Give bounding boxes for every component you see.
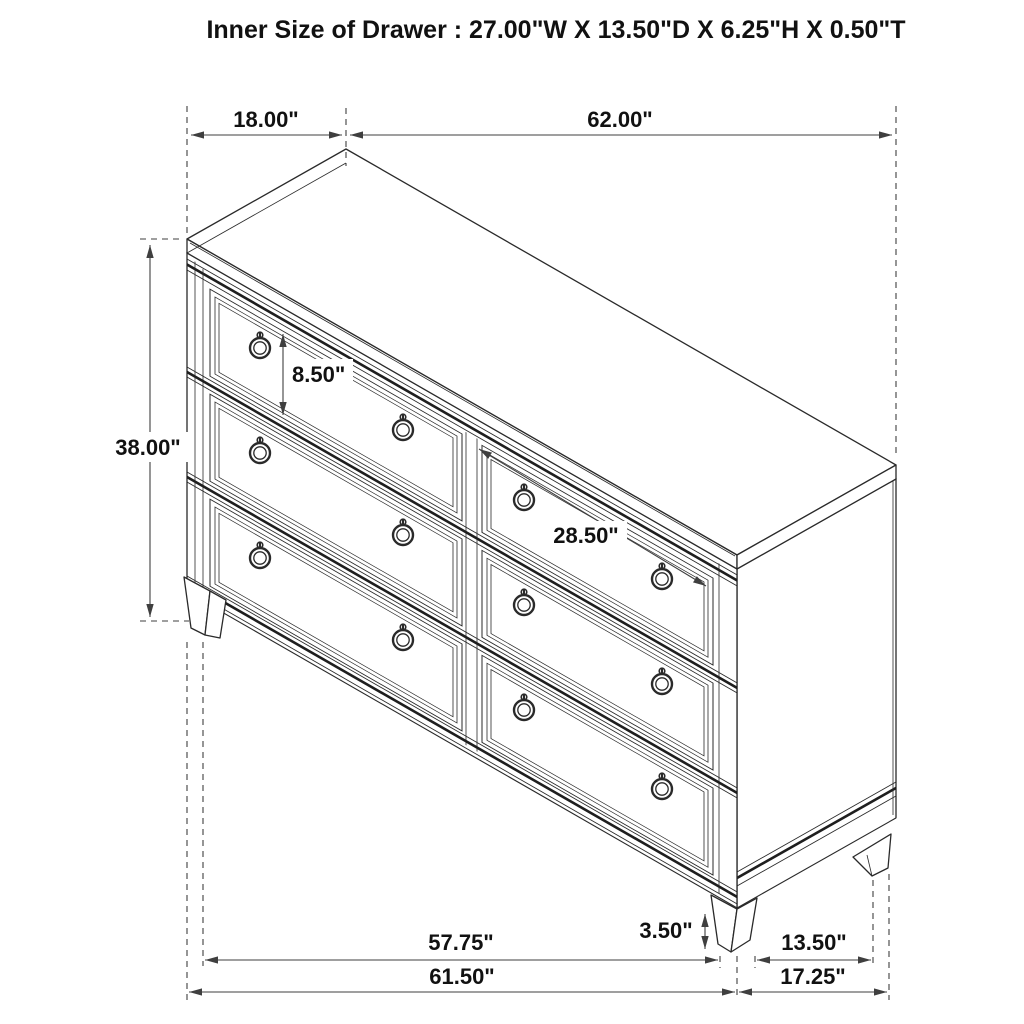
- dim-label-base-overall-depth: 17.25": [780, 964, 846, 989]
- dim-label-drawer-height: 8.50": [292, 362, 346, 387]
- dim-label-leg-height: 3.50": [639, 918, 693, 943]
- dim-label-base-inner-width: 57.75": [428, 930, 494, 955]
- dim-label-height: 38.00": [115, 435, 181, 460]
- dim-label-base-overall-width: 61.50": [429, 964, 495, 989]
- dim-label-top-width: 62.00": [587, 107, 653, 132]
- back-right-leg: [853, 834, 891, 876]
- dim-label-top-depth: 18.00": [233, 107, 299, 132]
- page-title: Inner Size of Drawer : 27.00"W X 13.50"D X 6.25"H X 0.50"T: [206, 16, 906, 44]
- dim-label-base-inner-depth: 13.50": [781, 930, 847, 955]
- dresser-drawing: [184, 149, 896, 952]
- dim-label-drawer-width: 28.50": [553, 523, 619, 548]
